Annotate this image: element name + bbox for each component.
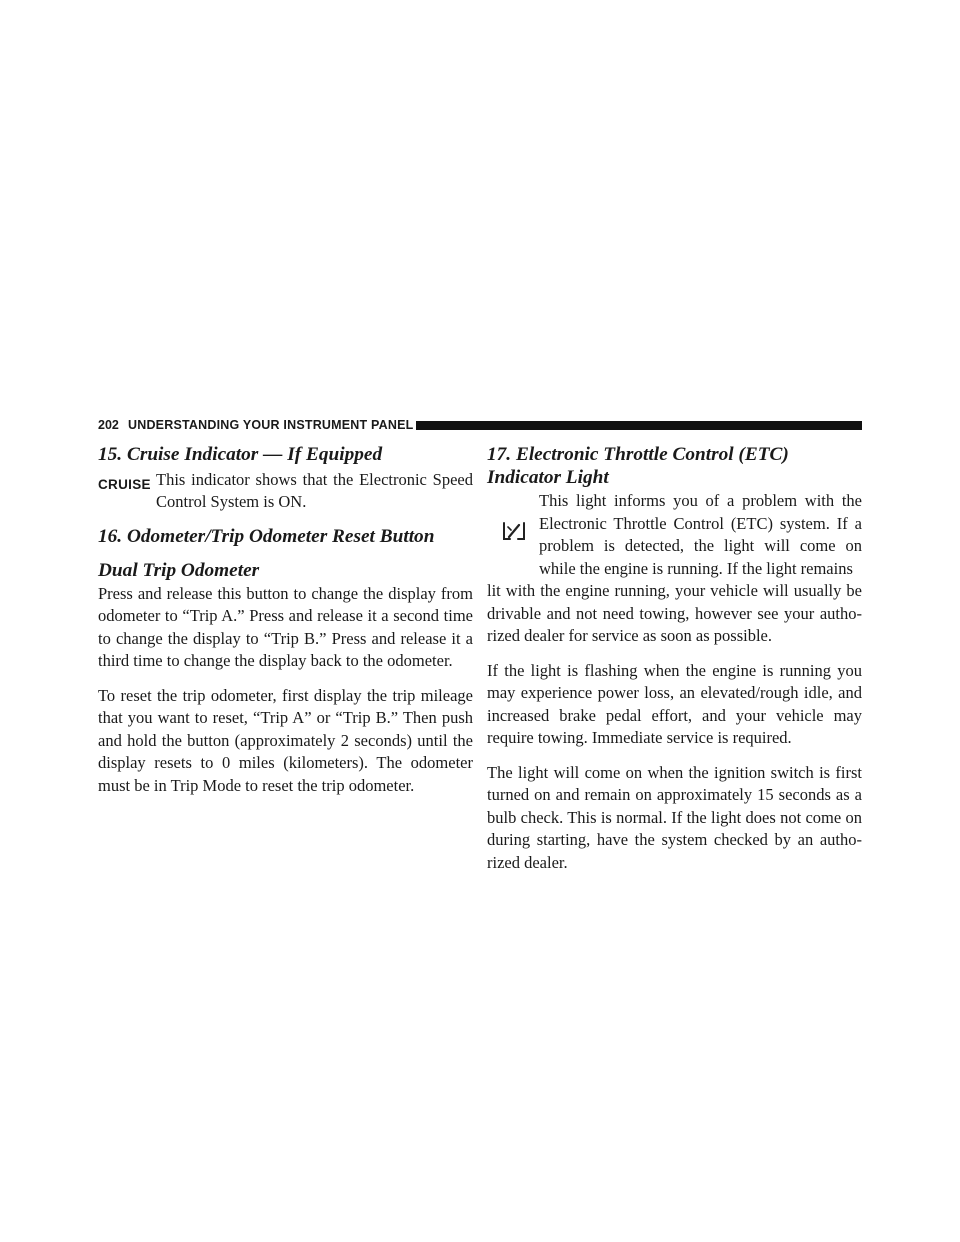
left-column — [98, 444, 473, 797]
page-header — [98, 416, 862, 436]
section-title: UNDERSTANDING YOUR INSTRUMENT PANEL — [128, 418, 414, 432]
header-bar — [416, 421, 862, 430]
item-15-heading: 15. Cruise Indicator — If Equipped — [98, 444, 383, 465]
etc-paragraph-2: If the light is flashing when the engine is running you may experience power loss, an elevated/rough idle, and increased brake pedal effort, and your vehicle may require towing. Immediate service is required. — [487, 660, 862, 747]
trip-paragraph-1: Press and release this button to change the display from odometer to “Trip A.” Press and release it a second time to change the display to “Trip B.” Press and release it a third time to change the display back to the odometer. — [98, 583, 473, 670]
item-16-heading: 16. Odometer/Trip Odometer Reset Button — [98, 525, 435, 547]
etc-description-rest: lit with the engine running, your vehicle will usually be drivable and not need towing, however see your authorized dealer for service as soon as possible. — [487, 581, 862, 645]
cruise-icon: CRUISE — [98, 476, 151, 492]
etc-indicator-block — [487, 490, 862, 648]
trip-paragraph-2: To reset the trip odometer, first display the trip mileage that you want to reset, “Trip A” or “Trip B.” Then push and hold the button (approximately 2 seconds) until the display resets to 0 miles (kilometers). The odometer must be in Trip Mode to reset the trip odometer. — [98, 685, 473, 795]
etc-description-wrap: This light informs you of a problem with the Electronic Throttle Control (ETC) system. If a problem is detected, the light will come on while the engine is running. If the light remains — [539, 491, 862, 578]
item-17-heading: 17. Electronic Throttle Control (ETC) Indicator Light — [487, 444, 789, 488]
right-column — [487, 444, 862, 874]
cruise-description: This indicator shows that the Electronic Speed Control System is ON. — [156, 469, 473, 511]
etc-throttle-icon — [501, 520, 527, 542]
page-number: 202 — [98, 418, 119, 432]
etc-paragraph-3: The light will come on when the ignition switch is first turned on and remain on approximately 15 seconds as a bulb check. This is normal. If the light does not come on during starting, have the system checked by an authorized dealer. — [487, 762, 862, 872]
cruise-indicator-block — [98, 469, 473, 514]
dual-trip-heading: Dual Trip Odometer — [98, 560, 260, 581]
